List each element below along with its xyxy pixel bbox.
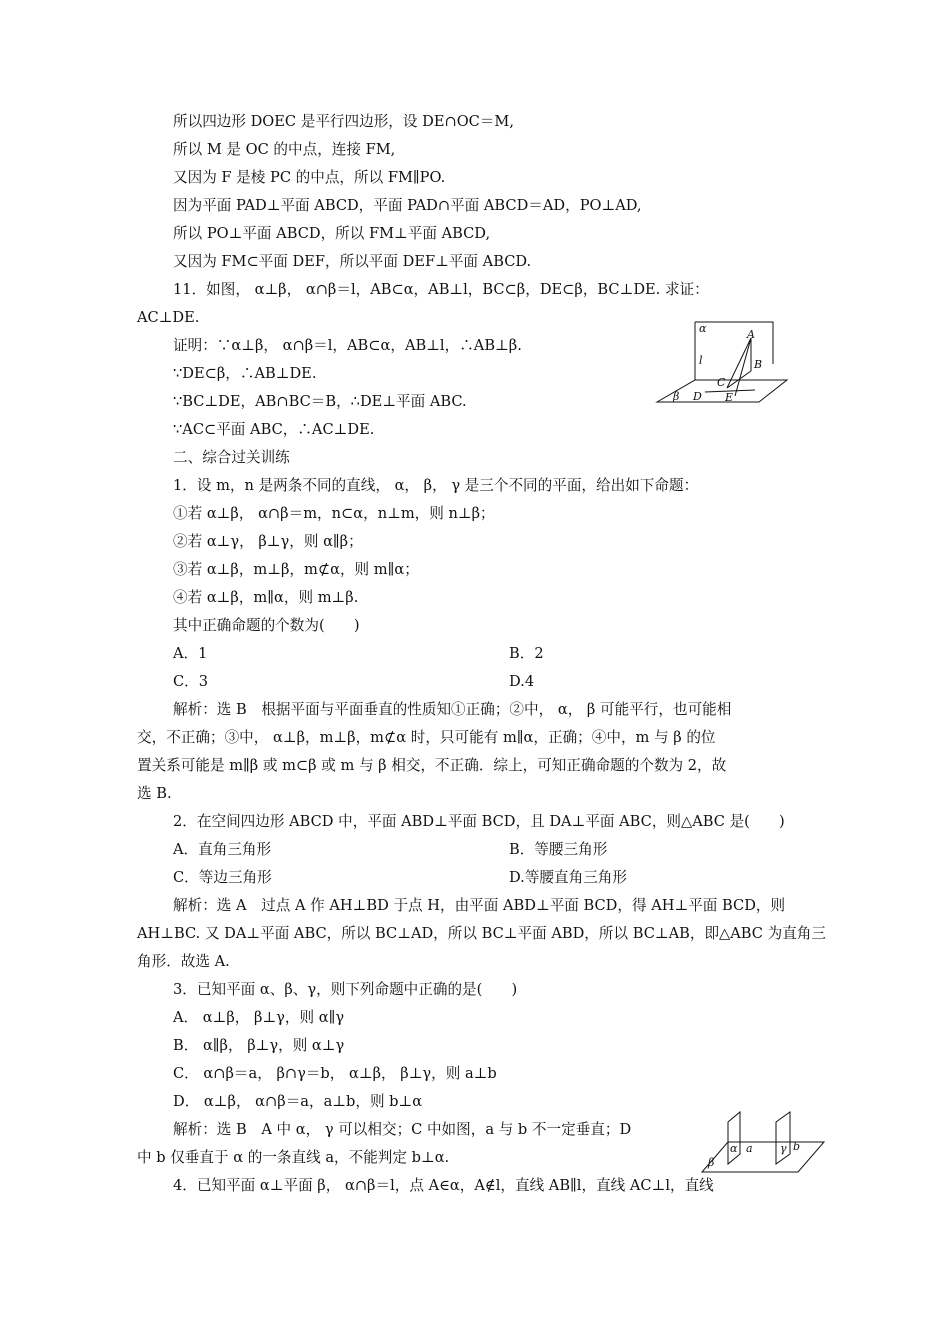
text-line: 角形．故选 A.	[137, 953, 230, 970]
text-line: C．等边三角形	[173, 869, 272, 886]
text-line: 交，不正确；③中， α⊥β，m⊥β，m⊄α 时，只可能有 m∥α，正确；④中，m 与 β 的位	[137, 729, 716, 746]
label-E: E	[725, 391, 734, 404]
text-line: 因为平面 PAD⊥平面 ABCD，平面 PAD∩平面 ABCD＝AD，PO⊥AD,	[173, 197, 642, 214]
text-line: D． α⊥β， α∩β＝a，a⊥b，则 b⊥α	[173, 1093, 423, 1110]
figure-three-planes	[700, 1108, 826, 1176]
text-line: ∵DE⊂β，∴AB⊥DE.	[173, 365, 317, 382]
text-line: 所以四边形 DOEC 是平行四边形，设 DE∩OC＝M,	[173, 113, 515, 130]
text-line: 所以 M 是 OC 的中点，连接 FM,	[173, 141, 396, 158]
text-line: 1．设 m，n 是两条不同的直线， α， β， γ 是三个不同的平面，给出如下命题：	[173, 477, 699, 494]
text-line: ④若 α⊥β，m∥α，则 m⊥β.	[173, 589, 359, 606]
label-beta-2: β	[708, 1156, 715, 1169]
text-line: D.4	[509, 673, 535, 690]
text-line: 解析：选 B A 中 α， γ 可以相交；C 中如图，a 与 b 不一定垂直；D	[173, 1121, 632, 1138]
label-a: a	[746, 1142, 753, 1155]
text-line: 4．已知平面 α⊥平面 β， α∩β＝l，点 A∈α，A∉l，直线 AB∥l，直线 AC⊥l，直线	[173, 1177, 714, 1194]
text-line: B．2	[509, 645, 544, 662]
text-line: AC⊥DE.	[137, 309, 200, 326]
text-line: 中 b 仅垂直于 α 的一条直线 a，不能判定 b⊥α.	[137, 1149, 450, 1166]
text-line: 证明：∵α⊥β， α∩β＝l，AB⊂α，AB⊥l，∴AB⊥β.	[173, 337, 522, 354]
text-line: ②若 α⊥γ， β⊥γ，则 α∥β；	[173, 533, 363, 550]
figure-perpendicular-planes	[655, 318, 795, 408]
text-line: 3．已知平面 α、β、γ，则下列命题中正确的是( )	[173, 981, 518, 998]
text-line: A．1	[173, 645, 208, 662]
text-line: ∵BC⊥DE，AB∩BC＝B，∴DE⊥平面 ABC.	[173, 393, 467, 410]
text-line: 11．如图， α⊥β， α∩β＝l，AB⊂α，AB⊥l，BC⊂β，DE⊂β，BC⊥DE. 求证：	[173, 281, 709, 298]
text-line: ③若 α⊥β，m⊥β，m⊄α，则 m∥α；	[173, 561, 419, 578]
label-l: l	[699, 354, 703, 367]
label-gamma: γ	[780, 1142, 787, 1155]
text-line: 置关系可能是 m∥β 或 m⊂β 或 m 与 β 相交，不正确．综上，可知正确命题的个数为 2，故	[137, 757, 727, 774]
text-line: A． α⊥β， β⊥γ，则 α∥γ	[173, 1009, 345, 1026]
label-A: A	[747, 328, 755, 341]
label-alpha-2: α	[730, 1142, 738, 1155]
text-line: B．等腰三角形	[509, 841, 608, 858]
text-line: C．3	[173, 673, 209, 690]
text-line: B． α∥β， β⊥γ，则 α⊥γ	[173, 1037, 345, 1054]
label-beta: β	[673, 390, 680, 403]
text-line: D.等腰直角三角形	[509, 869, 627, 886]
label-b: b	[793, 1140, 801, 1153]
text-line: 解析：选 A 过点 A 作 AH⊥BD 于点 H，由平面 ABD⊥平面 BCD，得 AH⊥平面 BCD，则	[173, 897, 786, 914]
text-line: ①若 α⊥β， α∩β＝m，n⊂α，n⊥m，则 n⊥β；	[173, 505, 495, 522]
text-line: 选 B.	[137, 785, 172, 802]
label-C: C	[717, 376, 726, 389]
text-line: A．直角三角形	[173, 841, 272, 858]
text-line: 2．在空间四边形 ABCD 中，平面 ABD⊥平面 BCD，且 DA⊥平面 ABC，则△ABC 是( )	[173, 813, 785, 830]
label-B: B	[754, 358, 763, 371]
text-line: 其中正确命题的个数为( )	[173, 617, 360, 634]
text-line: 又因为 F 是棱 PC 的中点，所以 FM∥PO.	[173, 169, 446, 186]
text-line: C． α∩β＝a， β∩γ＝b， α⊥β， β⊥γ，则 a⊥b	[173, 1065, 497, 1082]
label-D: D	[693, 390, 702, 403]
text-line: AH⊥BC. 又 DA⊥平面 ABC，所以 BC⊥AD，所以 BC⊥平面 ABD，所以 BC⊥AB，即△ABC 为直角三	[137, 925, 826, 942]
text-line: ∵AC⊂平面 ABC，∴AC⊥DE.	[173, 421, 375, 438]
text-line: 解析：选 B 根据平面与平面垂直的性质知①正确；②中， α， β 可能平行，也可能相	[173, 701, 732, 718]
text-line: 二、综合过关训练	[173, 449, 290, 466]
text-line: 所以 PO⊥平面 ABCD，所以 FM⊥平面 ABCD,	[173, 225, 491, 242]
text-line: 又因为 FM⊂平面 DEF，所以平面 DEF⊥平面 ABCD.	[173, 253, 532, 270]
label-alpha: α	[699, 322, 707, 335]
